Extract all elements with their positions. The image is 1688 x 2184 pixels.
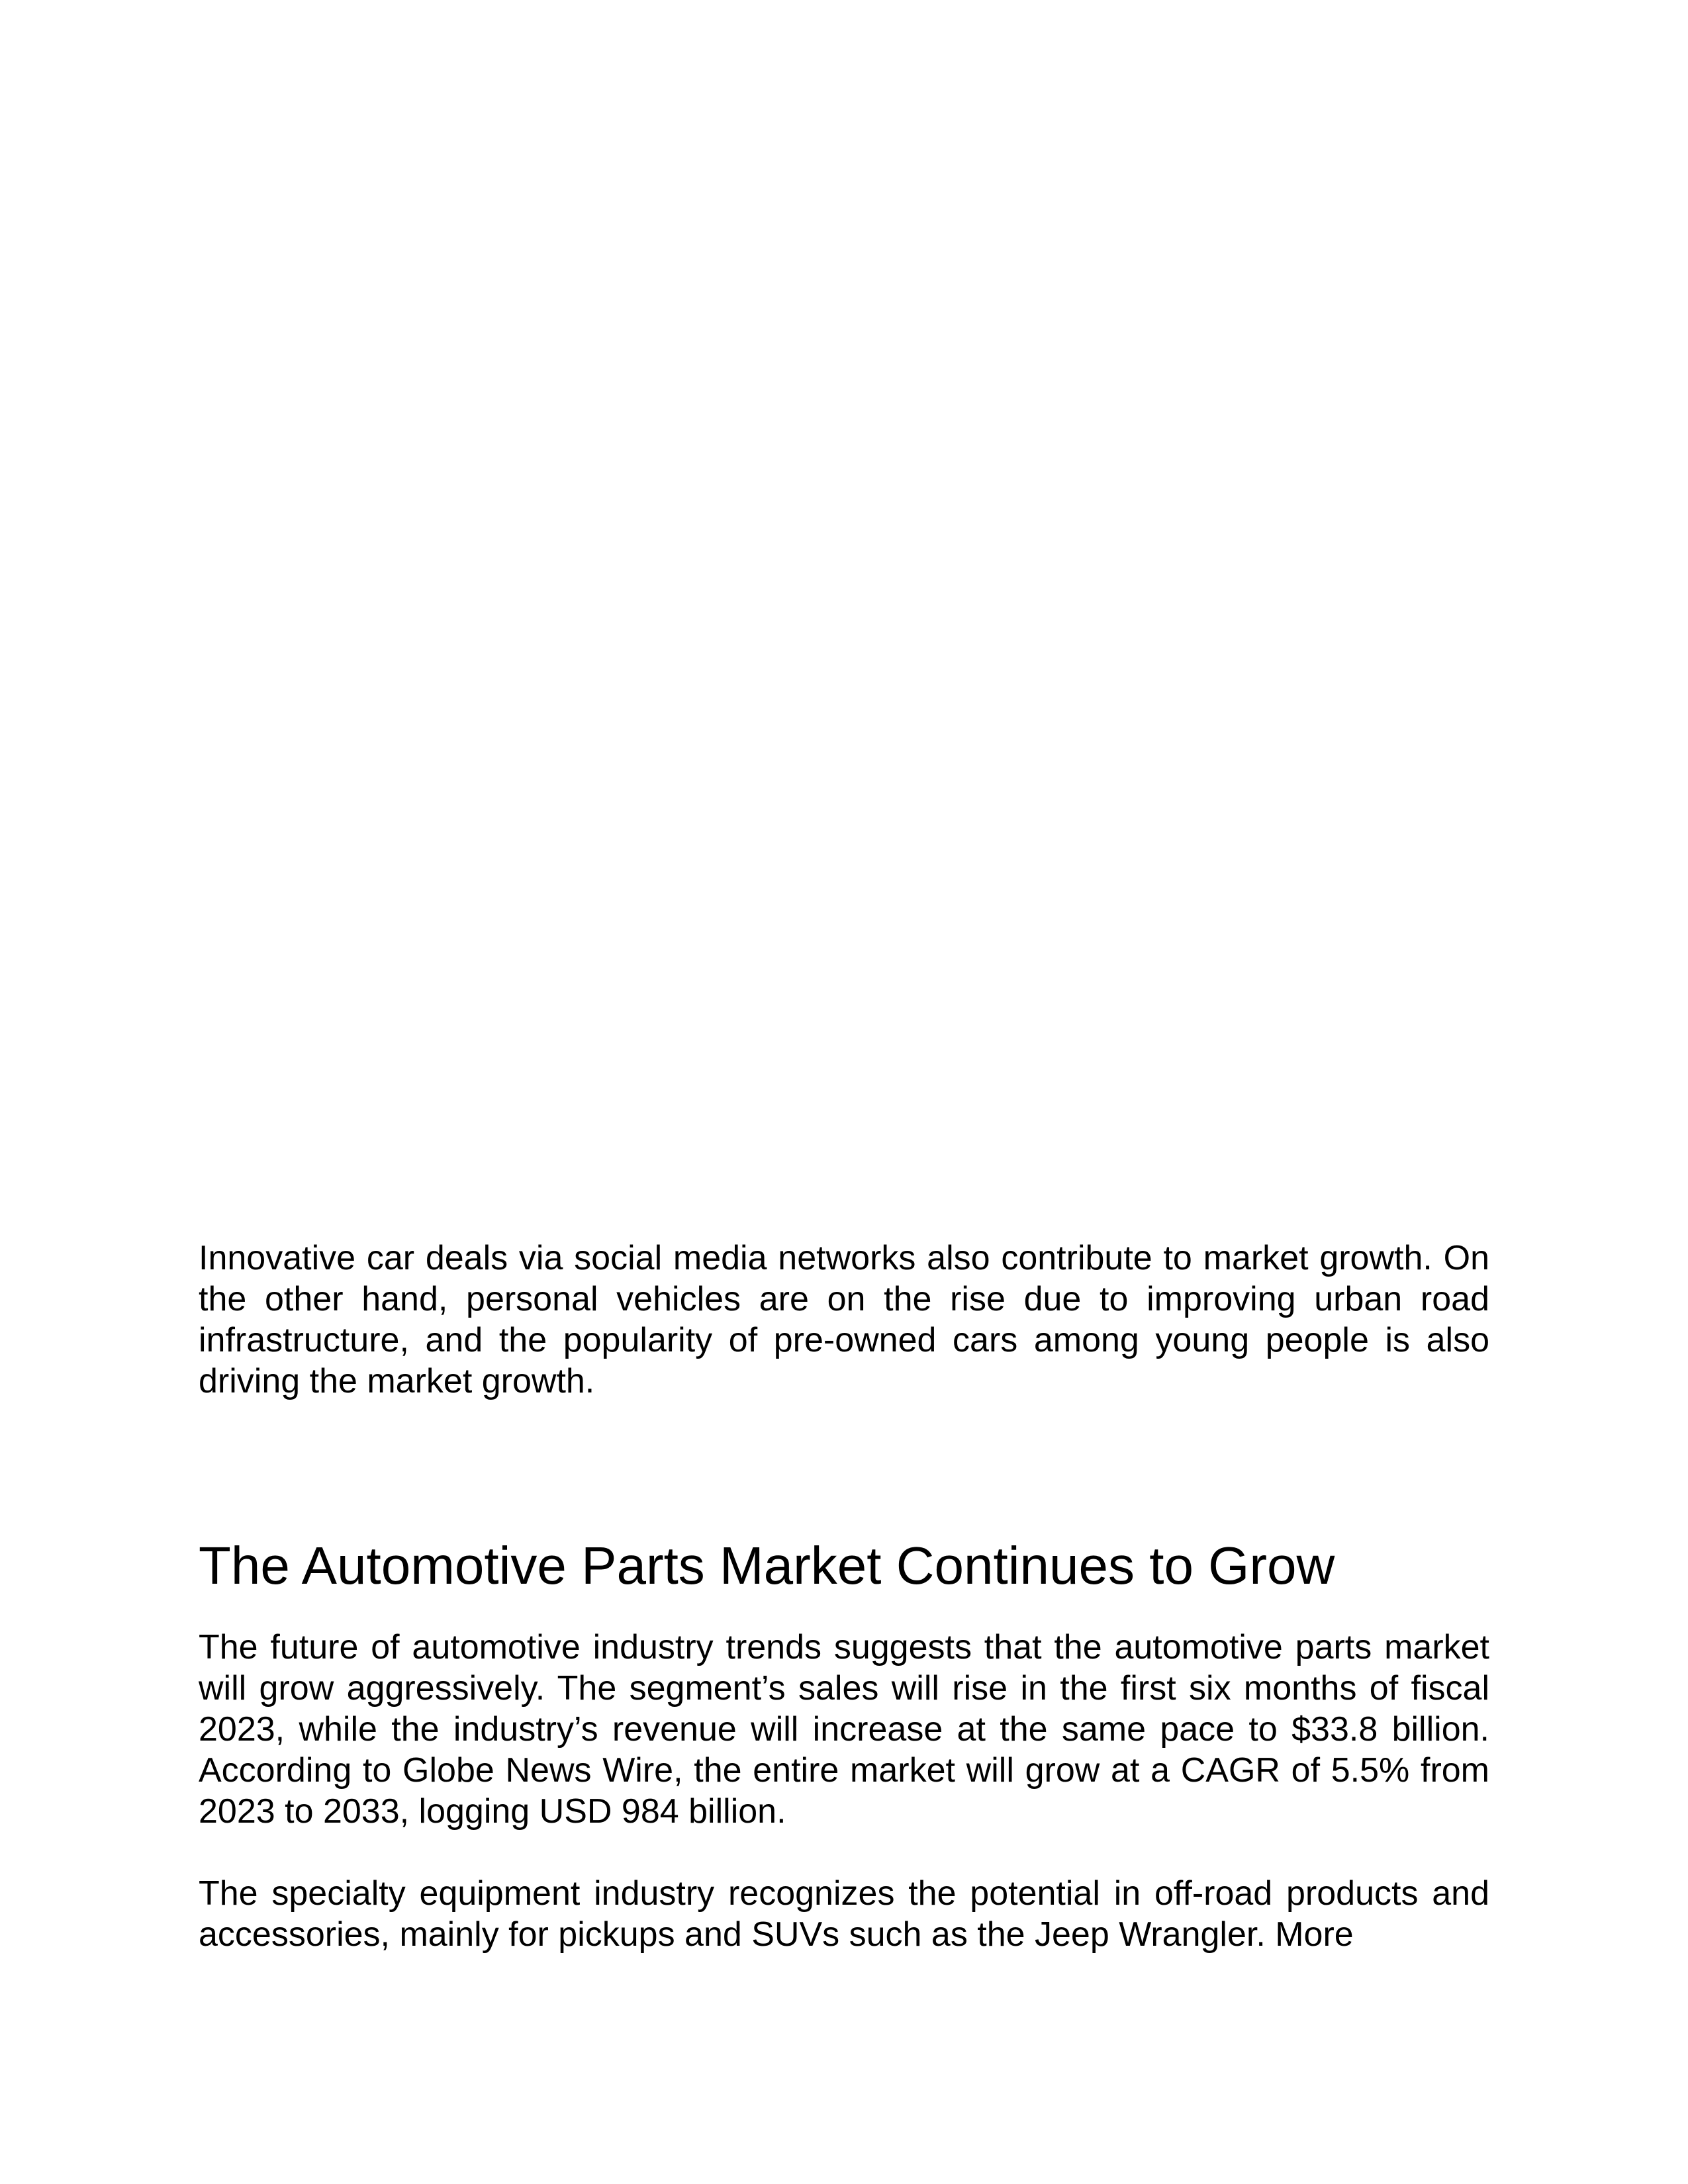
paragraph-specialty-equipment: The specialty equipment industry recognizes the potential in off-road products and accessories, mainly for pickups and SUVs such as the Jeep Wrangler. More	[199, 1874, 1489, 1954]
document-body	[199, 1238, 1489, 1955]
section-heading: The Automotive Parts Market Continues to Grow	[199, 1536, 1335, 1595]
paragraph-parts-market: The future of automotive industry trends suggests that the automotive parts market will grow aggressively. The segment’s sales will rise in the first six months of fiscal 2023, while the industry’s revenue will increase at the same pace to $33.8 billion. According to Globe News Wire, the entire market will grow at a CAGR of 5.5% from 2023 to 2033, logging USD 984 billion.	[199, 1628, 1489, 1831]
paragraph-social-media-growth: Innovative car deals via social media networks also contribute to market growth. On the other hand, personal vehicles are on the rise due to improving urban road infrastructure, and the popularity of pre-owned cars among young people is also driving the market growth.	[199, 1239, 1489, 1400]
